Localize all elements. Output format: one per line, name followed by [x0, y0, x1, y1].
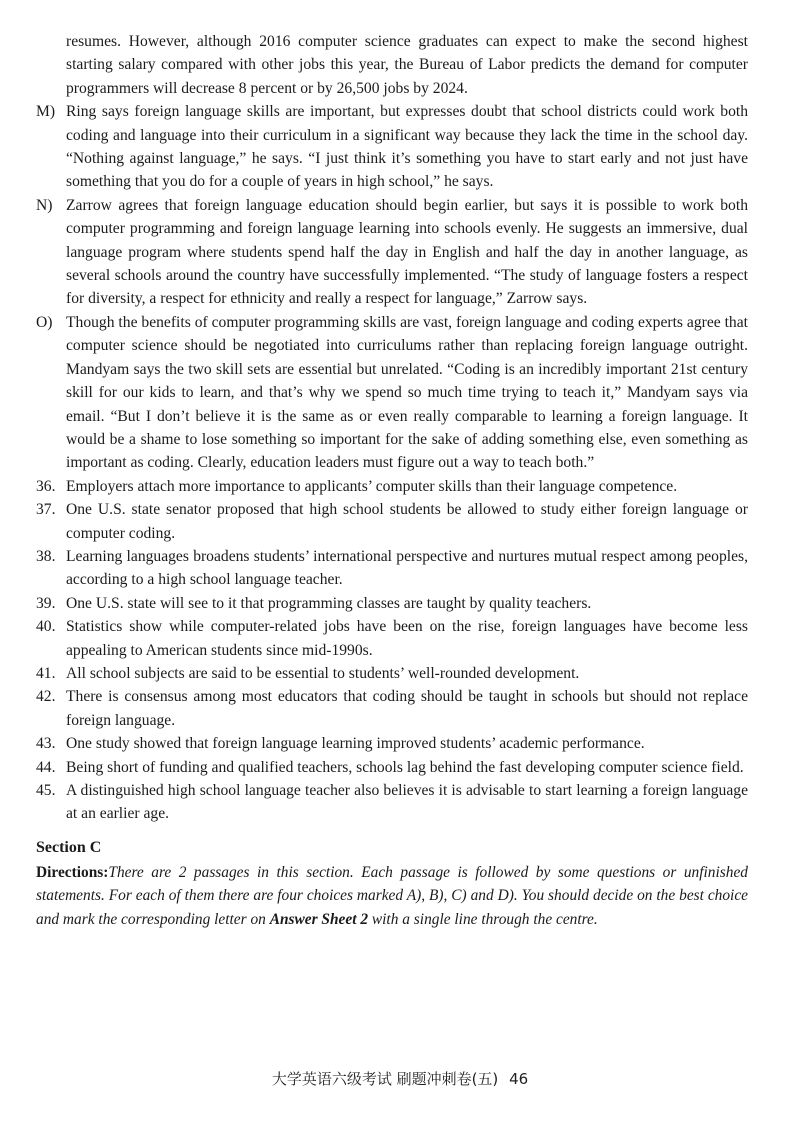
question-text: There is consensus among most educators that coding should be taught in schools but should not replace foreign language.	[66, 688, 748, 729]
question-36	[36, 475, 748, 498]
paragraph-text: Zarrow agrees that foreign language education should begin earlier, but says it is possible to work both computer programming and foreign language learning into schools evenly. He suggests an immersive, dual language program where students spend half the day in English and half the day in another language, as several schools around the country have successfully implemented. “The study of language fosters a respect for diversity, a respect for ethnicity and really a respect for language,” Zarrow says.	[66, 196, 748, 308]
question-text: One U.S. state senator proposed that high school students be allowed to study either foreign language or computer coding.	[66, 501, 748, 542]
section-c-directions	[36, 861, 748, 931]
question-text: A distinguished high school language teacher also believes it is advisable to start learning a foreign language at an earlier age.	[66, 782, 748, 823]
continuation-paragraph: resumes. However, although 2016 computer science graduates can expect to make the second highest starting salary compared with other jobs this year, the Bureau of Labor predicts the demand for computer programmers will decrease 8 percent or by 26,500 jobs by 2024.	[66, 33, 748, 97]
paragraph-label: M)	[36, 103, 56, 121]
question-42	[36, 685, 748, 732]
question-number: 38.	[36, 547, 56, 565]
question-text: Learning languages broadens students’ international perspective and nurtures mutual respect among peoples, according to a high school language teacher.	[66, 547, 748, 589]
question-number: 44.	[36, 758, 56, 776]
page-number: 46	[509, 1070, 529, 1088]
paragraph-m	[36, 100, 748, 194]
question-number: 39.	[36, 594, 56, 612]
paragraph-label: N)	[36, 196, 53, 214]
question-45	[36, 779, 748, 826]
question-text: Statistics show while computer-related jobs have been on the rise, foreign languages have become less appealing to American students since mid-1990s.	[66, 618, 748, 659]
question-40	[36, 615, 748, 662]
document-page	[36, 30, 748, 931]
paragraph-label: O)	[36, 313, 53, 331]
question-37	[36, 498, 748, 545]
question-number: 43.	[36, 735, 56, 753]
question-text: One study showed that foreign language learning improved students’ academic performance.	[66, 735, 645, 753]
footer-title: 大学英语六级考试 刷题冲刺卷(五)	[271, 1070, 499, 1088]
question-text: All school subjects are said to be essential to students’ well-rounded development.	[66, 664, 580, 682]
section-c-title: Section C	[36, 838, 102, 856]
question-39	[36, 592, 748, 615]
question-number: 45.	[36, 782, 56, 799]
question-38	[36, 545, 748, 592]
paragraph-o	[36, 311, 748, 475]
question-number: 40.	[36, 618, 56, 636]
question-number: 36.	[36, 477, 56, 495]
directions-label: Directions:	[36, 863, 109, 881]
question-text: Being short of funding and qualified teachers, schools lag behind the fast developing computer science field.	[66, 758, 744, 776]
lettered-paragraphs	[36, 100, 748, 475]
paragraph-text: Though the benefits of computer programming skills are vast, foreign language and coding experts agree that computer science should be negotiated into curriculums rather than replacing foreign language outright. Mandyam says the two skill sets are essential but unrelated. “Coding is an incredibly important 21st century skill for our kids to learn, and that’s why we spend so much time trying to teach it,” Mandyam says via email. “But I don’t believe it is the same as or even really comparable to learning a foreign language. It would be a shame to lose something so important for the sake of adding something else, even something as important as coding. Clearly, education leaders must figure out a way to teach both.”	[66, 313, 748, 472]
paragraph-text: Ring says foreign language skills are important, but expresses doubt that school districts could work both coding and language into their curriculum in a significant way because they lack the time in the school day. “Nothing against language,” he says. “I just think it’s something you have to start early and not just have something that you do for a couple of years in high school,” he says.	[66, 103, 748, 191]
paragraph-n	[36, 194, 748, 311]
page-footer	[0, 1068, 800, 1089]
question-number: 37.	[36, 501, 56, 519]
answer-sheet-reference: Answer Sheet 2	[269, 910, 369, 928]
directions-text: There are 2 passages in this section. Each passage is followed by some questions or unfinished statements. For each of them there are four choices marked A), B), C) and D). You should decide on the best choice and mark the corresponding letter on	[36, 863, 748, 928]
question-text: One U.S. state will see to it that programming classes are taught by quality teachers.	[66, 594, 592, 612]
question-43	[36, 732, 748, 755]
question-number: 41.	[36, 664, 56, 682]
question-text: Employers attach more importance to applicants’ computer skills than their language competence.	[66, 477, 678, 495]
question-list	[36, 475, 748, 826]
question-number: 42.	[36, 688, 56, 706]
directions-text-end: with a single line through the centre.	[368, 910, 598, 928]
question-44	[36, 756, 748, 779]
question-41	[36, 662, 748, 685]
